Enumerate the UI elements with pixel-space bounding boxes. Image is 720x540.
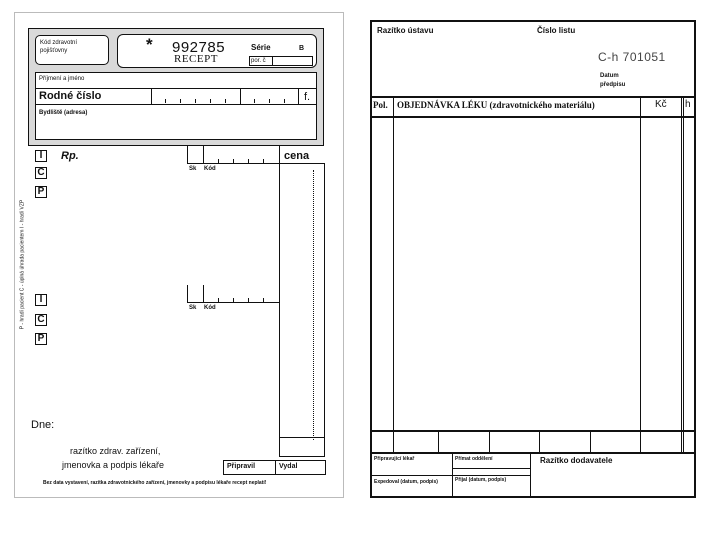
order-form (370, 20, 696, 498)
institution-stamp-label: Razítko ústavu (377, 26, 434, 35)
patient-block (35, 72, 317, 140)
por-c-label: por. č (251, 58, 266, 64)
received-label: Přijal (datum, podpis) (455, 477, 507, 483)
cena-column-right (324, 163, 325, 456)
payment-legend-vertical: P - hradí pacient C - úplná úhrada pacientem I - hradí VZP (19, 199, 26, 330)
date-label-2: předpisu (600, 82, 626, 88)
stamp-line-2: jmenovka a podpis lékaře (62, 460, 165, 470)
asterisk-mark: * (146, 35, 153, 54)
birth-number-label: Rodné číslo (39, 90, 102, 102)
f-label: f. (304, 91, 311, 103)
sheet-number-label: Číslo listu (537, 26, 576, 35)
code-c-box-1[interactable]: C (35, 167, 47, 179)
code-p-box-2[interactable]: P (35, 333, 47, 345)
col-pol-header: Pol. (373, 100, 388, 110)
receiving-department-label: Přímat oddělení (455, 456, 493, 462)
col-order-header: OBJEDNÁVKA LÉKU (zdravotnického materiálu) (397, 100, 595, 110)
serie-value: B (299, 45, 305, 52)
col-h-header: h (685, 99, 691, 110)
stamp-line-1: razítko zdrav. zařízení, (70, 446, 161, 456)
recept-number: 992785 (172, 39, 226, 56)
order-table-bottom-row (370, 430, 696, 432)
col-pol-divider (393, 96, 394, 453)
recept-footer-note: Bez data vystavení, razítka zdravotnického zařízení, jmenovky a podpisu lékaře recept neplatí! (43, 480, 267, 486)
col-kc-header: Kč (655, 99, 667, 110)
expedited-label: Expedoval (datum, podpis) (374, 479, 438, 485)
name-label: Příjmení a jméno (39, 76, 85, 82)
code-p-box-1[interactable]: P (35, 186, 47, 198)
sk-label-1: Sk (189, 166, 197, 172)
birth-number-ticks (151, 98, 240, 103)
col-kc-divider (640, 96, 641, 453)
cena-label: cena (284, 150, 310, 162)
date-label-1: Datum (600, 73, 619, 79)
address-label: Bydliště (adresa) (39, 110, 88, 116)
recept-title: RECEPT (174, 53, 218, 65)
preparing-doctor-label: Připravující lékař (374, 456, 415, 462)
supplier-stamp-label: Razítko dodavatele (540, 456, 613, 465)
serie-label: Série (251, 43, 271, 52)
cena-column-left (279, 146, 280, 456)
cena-dotted-divider (313, 170, 314, 440)
code-i-box-2[interactable]: I (35, 294, 47, 306)
dne-label: Dne: (31, 419, 55, 431)
code-i-box-1[interactable]: I (35, 150, 47, 162)
sk-label-2: Sk (189, 305, 197, 311)
rp-label: Rp. (61, 150, 79, 162)
code-c-box-2[interactable]: C (35, 314, 47, 326)
pripravil-label: Připravil (227, 463, 256, 470)
sheet-number-value: C-h 701051 (598, 50, 666, 64)
col-h-divider (681, 96, 682, 453)
kod-label-2: Kód (204, 305, 216, 311)
vydal-label: Vydal (279, 463, 298, 470)
kod-label-1: Kód (204, 166, 216, 172)
insurer-code-label: Kód zdravotní pojišťovny (40, 40, 78, 54)
